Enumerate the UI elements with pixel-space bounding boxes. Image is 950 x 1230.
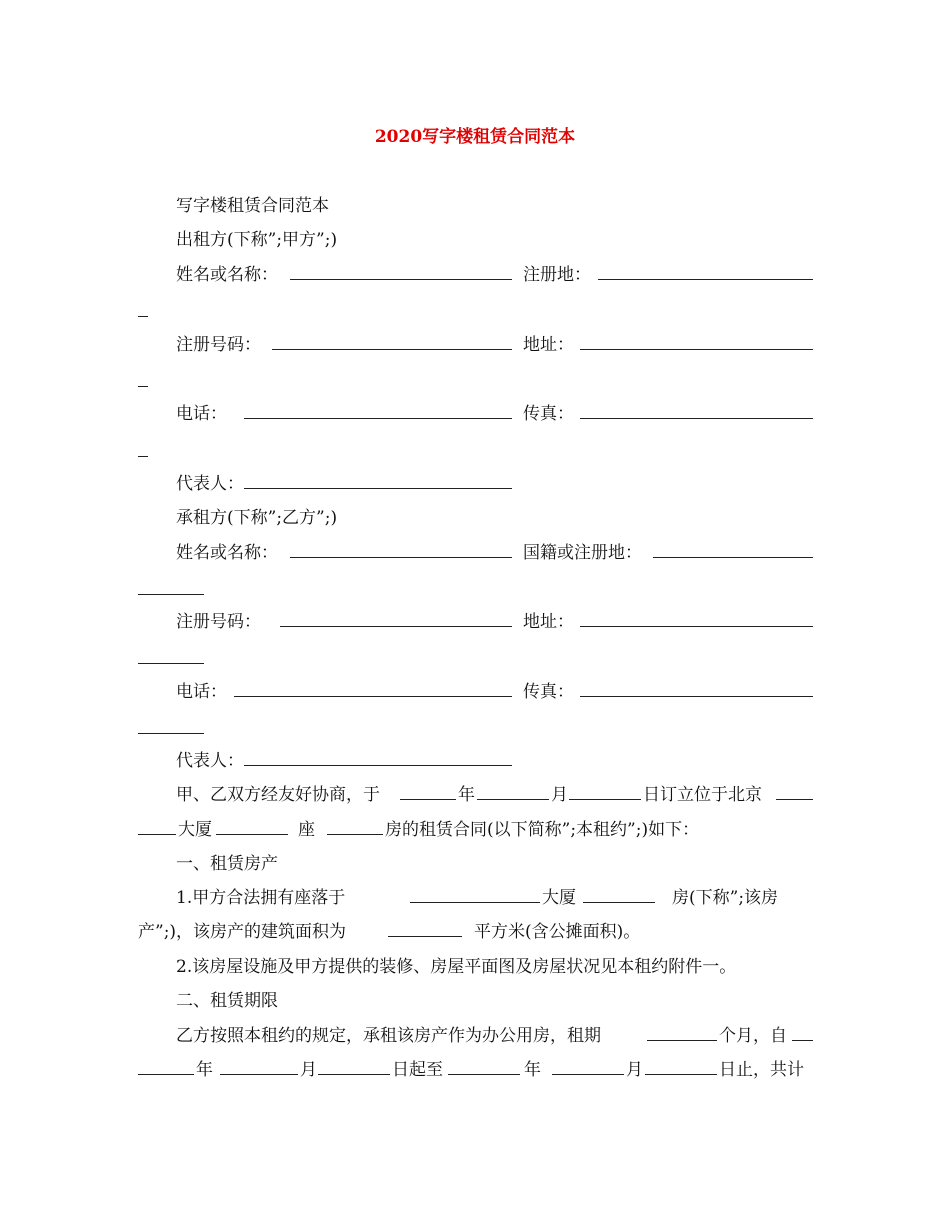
lessor-rep-blank[interactable] <box>244 472 512 489</box>
lessee-rep-blank[interactable] <box>244 749 512 766</box>
continuation-blank <box>138 594 204 595</box>
intro-text-2b: 座 <box>298 820 315 840</box>
term-text-a: 乙方按照本租约的规定，承租该房产作为办公用房，租期 <box>176 1026 601 1046</box>
clause1-area-blank[interactable] <box>388 920 462 937</box>
lessor-reg-place-label: 注册地： <box>523 265 591 285</box>
lessee-name-label: 姓名或名称： <box>176 543 278 563</box>
intro-text-2a: 大厦 <box>178 820 212 840</box>
clause1-room-blank[interactable] <box>583 886 655 903</box>
clause1-location-blank[interactable] <box>410 886 540 903</box>
lessor-fax-blank[interactable] <box>580 402 813 419</box>
intro-room-blank[interactable] <box>327 818 383 835</box>
clause1-text-d: 产”;)，该房产的建筑面积为 <box>138 922 347 942</box>
lessor-name-blank[interactable] <box>290 263 512 280</box>
term-text-f: 年 <box>524 1060 541 1080</box>
lessee-phone-blank[interactable] <box>234 680 512 697</box>
lessor-phone-label: 电话： <box>176 404 227 424</box>
intro-location-blank[interactable] <box>776 783 813 800</box>
continuation-blank <box>138 456 148 457</box>
intro-day-blank[interactable] <box>569 783 641 800</box>
intro-month-blank[interactable] <box>477 783 549 800</box>
section2-heading: 二、租赁期限 <box>176 991 278 1011</box>
term-end-year-blank[interactable] <box>448 1058 520 1075</box>
lessor-reg-no-label: 注册号码： <box>176 335 261 355</box>
clause1-text-c: 房(下称”;该房 <box>672 888 779 908</box>
lessor-reg-place-blank[interactable] <box>598 263 813 280</box>
lessee-phone-label: 电话： <box>176 682 227 702</box>
term-start-month-blank[interactable] <box>220 1058 298 1075</box>
lessor-name-label: 姓名或名称： <box>176 265 278 285</box>
lessee-rep-label: 代表人： <box>176 751 244 771</box>
term-start-year-blank-b[interactable] <box>138 1058 194 1075</box>
lessee-header: 承租方(下称”;乙方”;) <box>176 508 338 528</box>
term-text-h: 日止，共计 <box>719 1060 804 1080</box>
lessor-rep-label: 代表人： <box>176 474 244 494</box>
term-text-g: 月 <box>626 1060 643 1080</box>
lessee-fax-blank[interactable] <box>580 680 813 697</box>
document-title: 2020写字楼租赁合同范本 <box>374 127 576 147</box>
term-text-b: 个月，自 <box>719 1026 787 1046</box>
continuation-blank <box>138 316 148 317</box>
intro-building-blank[interactable] <box>138 818 176 835</box>
lessor-header: 出租方(下称”;甲方”;) <box>176 230 338 250</box>
lessee-reg-no-label: 注册号码： <box>176 612 261 632</box>
lessee-reg-place-blank[interactable] <box>653 541 813 558</box>
term-text-d: 月 <box>300 1060 317 1080</box>
continuation-blank <box>138 663 204 664</box>
lessor-phone-blank[interactable] <box>244 402 512 419</box>
intro-text-1a: 甲、乙双方经友好协商，于 <box>176 785 380 805</box>
term-months-blank[interactable] <box>647 1024 717 1041</box>
clause1-text-a: 1.甲方合法拥有座落于 <box>176 888 346 908</box>
lessee-address-blank[interactable] <box>580 610 813 627</box>
clause1-text-e: 平方米(含公摊面积)。 <box>474 922 641 942</box>
lessor-address-label: 地址： <box>523 335 574 355</box>
term-end-month-blank[interactable] <box>552 1058 624 1075</box>
intro-block-blank[interactable] <box>216 818 288 835</box>
lessor-address-blank[interactable] <box>580 333 813 350</box>
continuation-blank <box>138 733 204 734</box>
intro-text-1b: 年 <box>458 785 475 805</box>
term-text-e: 日起至 <box>392 1060 443 1080</box>
lessor-fax-label: 传真： <box>523 404 574 424</box>
term-start-year-blank-a[interactable] <box>792 1024 813 1041</box>
section1-heading: 一、租赁房产 <box>176 854 278 874</box>
lessee-reg-no-blank[interactable] <box>280 610 512 627</box>
term-end-day-blank[interactable] <box>645 1058 717 1075</box>
term-text-c: 年 <box>196 1060 213 1080</box>
intro-text-1d: 日订立位于北京 <box>643 785 762 805</box>
continuation-blank <box>138 386 148 387</box>
lessee-fax-label: 传真： <box>523 682 574 702</box>
intro-text-1c: 月 <box>551 785 568 805</box>
lessee-name-blank[interactable] <box>290 541 512 558</box>
clause2-text: 2.该房屋设施及甲方提供的装修、房屋平面图及房屋状况见本租约附件一。 <box>176 957 737 977</box>
lessor-reg-no-blank[interactable] <box>272 333 512 350</box>
doc-heading: 写字楼租赁合同范本 <box>176 196 329 216</box>
term-start-day-blank[interactable] <box>318 1058 390 1075</box>
lessee-address-label: 地址： <box>523 612 574 632</box>
clause1-text-b: 大厦 <box>542 888 576 908</box>
intro-text-2c: 房的租赁合同(以下简称”;本租约”;)如下： <box>385 820 700 840</box>
intro-year-blank[interactable] <box>400 783 456 800</box>
lessee-reg-place-label: 国籍或注册地： <box>523 543 642 563</box>
